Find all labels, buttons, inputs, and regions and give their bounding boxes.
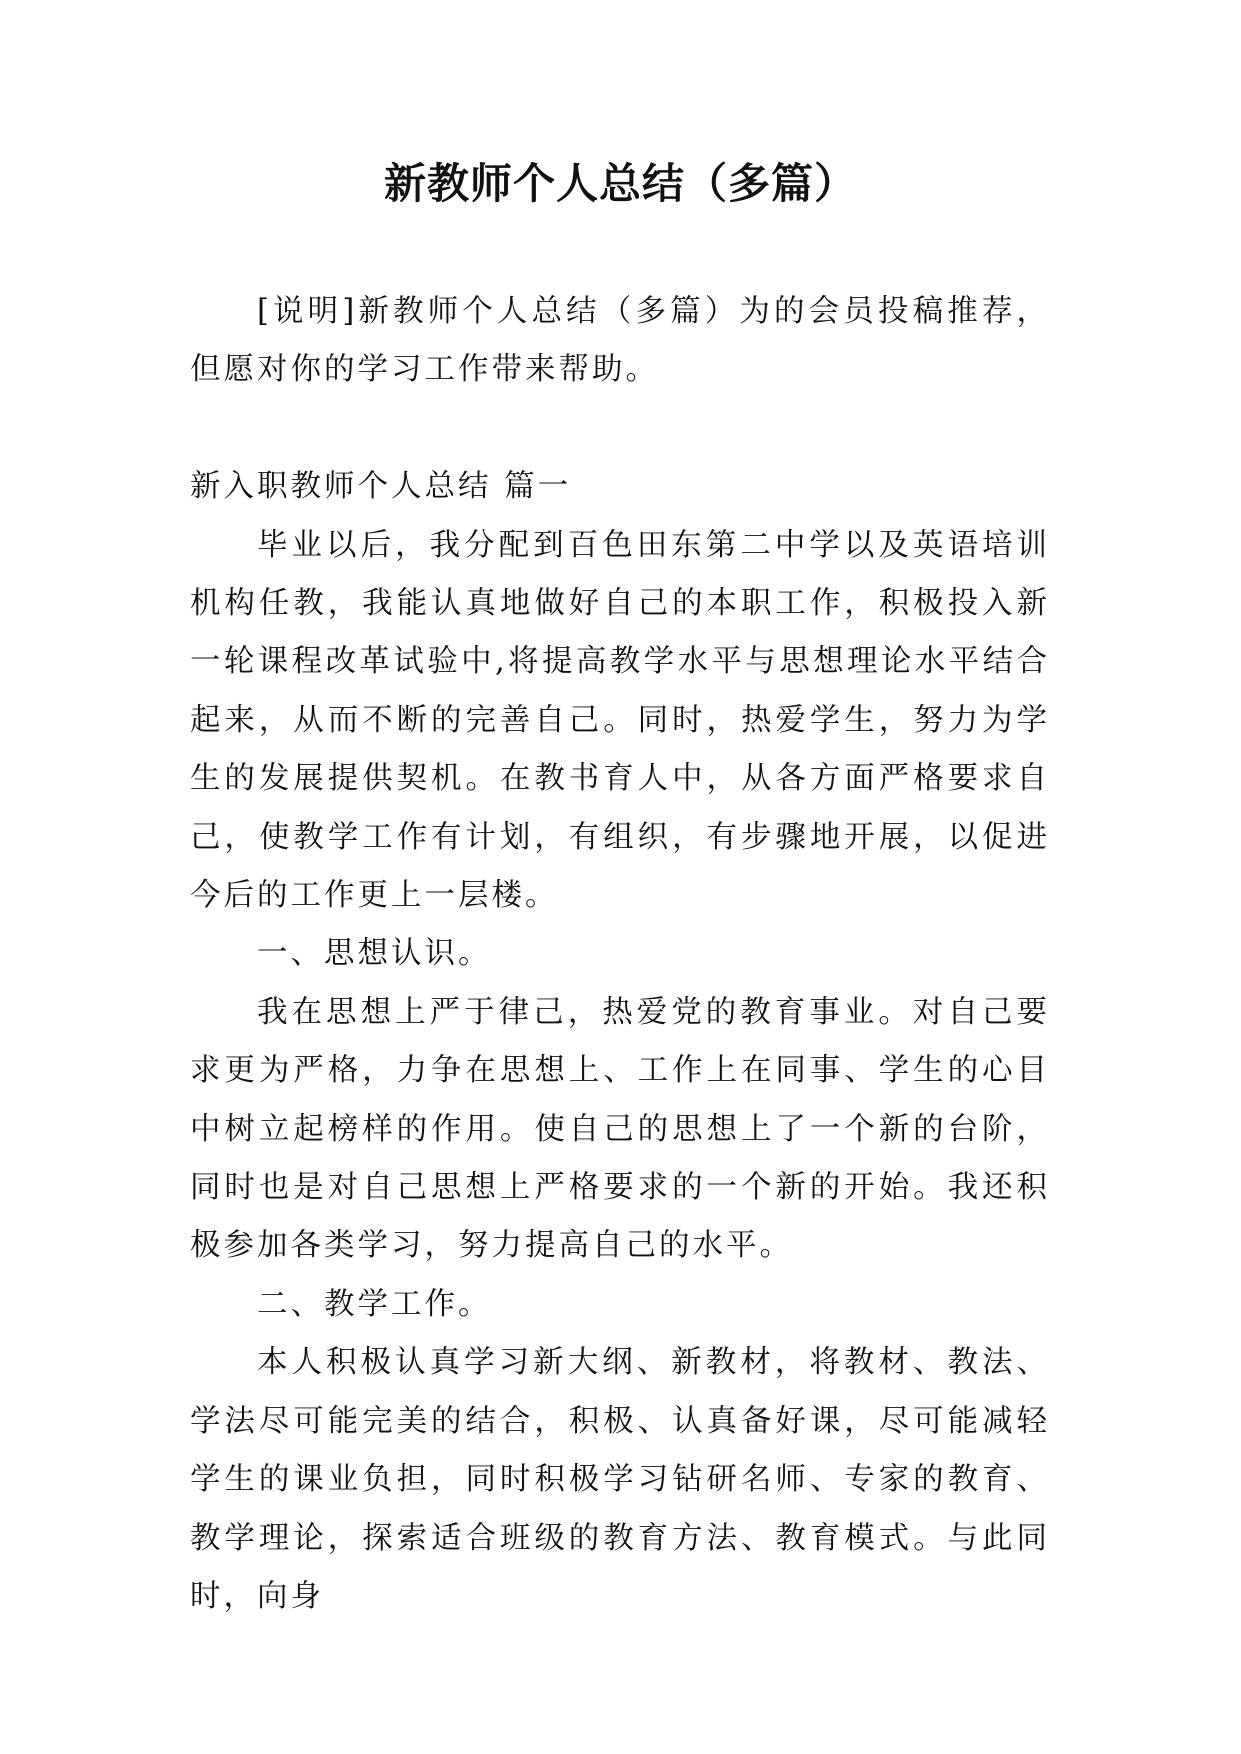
subheading-teaching: 二、教学工作。 <box>257 1286 492 1322</box>
paragraph-1: 毕业以后，我分配到百色田东第二中学以及英语培训机构任教，我能认真地做好自己的本职工作，积极投入新一轮课程改革试验中,将提高教学水平与思想理论水平结合起来，从而不断的完善自己。同时，热爱学生，努力为学生的发展提供契机。在教书育人中，从各方面严格要求自己，使教学工作有计划，有组织，有步骤地开展，以促进今后的工作更上一层楼。 <box>190 527 1050 914</box>
intro-note: [说明]新教师个人总结（多篇）为的会员投稿推荐，但愿对你的学习工作带来帮助。 <box>190 294 1050 388</box>
document-body <box>190 283 1050 1626</box>
paragraph-2: 我在思想上严于律己，热爱党的教育事业。对自己要求更为严格，力争在思想上、工作上在同事、学生的心目中树立起榜样的作用。使自己的思想上了一个新的台阶，同时也是对自己思想上严格要求的一个新的开始。我还积极参加各类学习，努力提高自己的水平。 <box>190 994 1050 1264</box>
subheading-thought: 一、思想认识。 <box>257 936 492 972</box>
document-title: 新教师个人总结（多篇） <box>383 159 857 208</box>
section-title: 新入职教师个人总结 篇一 <box>190 469 572 505</box>
paragraph-3: 本人积极认真学习新大纲、新教材，将教材、教法、学法尽可能完美的结合，积极、认真备好课，尽可能减轻学生的课业负担，同时积极学习钻研名师、专家的教育、教学理论，探索适合班级的教育方法、教育模式。与此同时，向身 <box>190 1345 1050 1614</box>
